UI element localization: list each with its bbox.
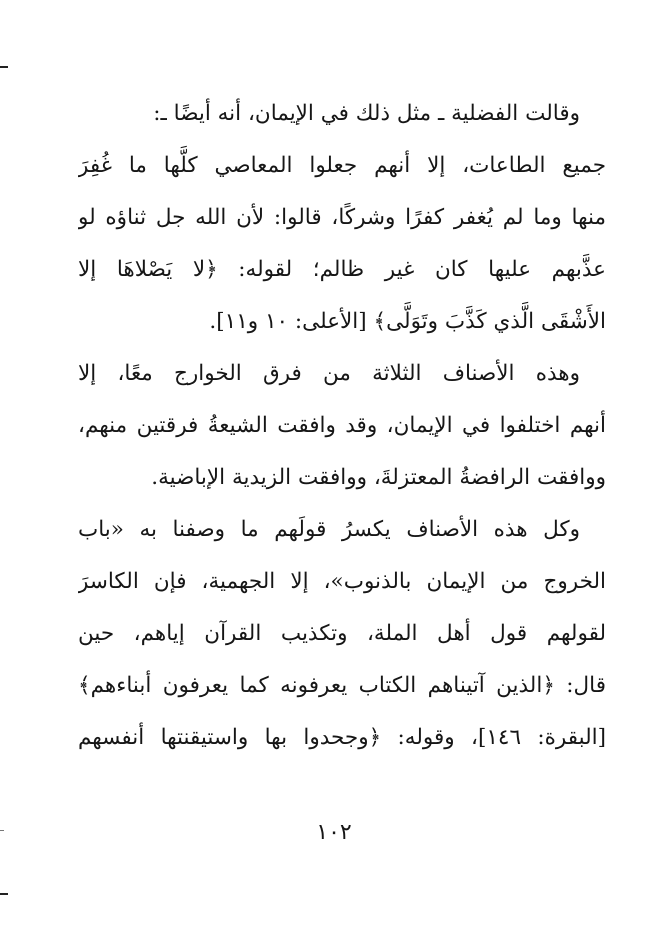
text-line: [البقرة: ١٤٦]، وقوله: ﴿وجحدوا بها واستيقنتها أنفسهم (78, 725, 606, 750)
text-line: لقولهم قول أهل الملة، وتكذيب القرآن إياهم، حين (78, 621, 606, 646)
text-line: عذَّبهم عليها كان غير ظالم؛ لقوله: ﴿لا يَصْلاهَا إلا (78, 257, 606, 282)
text-line: الخروج من الإيمان بالذنوب»، إلا الجهمية، فإن الكاسرَ (78, 569, 606, 594)
text-line: وهذه الأصناف الثلاثة من فرق الخوارج معًا، إلا (78, 361, 580, 386)
body-text (78, 88, 606, 764)
scan-mark (0, 893, 8, 895)
page-number: ١٠٢ (316, 820, 352, 845)
text-line: جميع الطاعات، إلا أنهم جعلوا المعاصي كلَّها ما غُفِرَ (78, 153, 606, 178)
text-line: الأَشْقَى الَّذي كَذَّبَ وتَوَلَّى﴾ [الأعلى: ١٠ و١١]. (209, 309, 606, 334)
text-line: وقالت الفضلية ـ مثل ذلك في الإيمان، أنه أيضًا ـ: (153, 101, 580, 126)
text-line: وكل هذه الأصناف يكسرُ قولَهم ما وصفنا به «باب (78, 517, 580, 542)
text-line: قال: ﴿الذين آتيناهم الكتاب يعرفونه كما يعرفون أبناءهم﴾ (78, 673, 606, 698)
text-line: ووافقت الرافضةُ المعتزلةَ، ووافقت الزيدية الإباضية. (151, 465, 606, 490)
scan-mark (0, 66, 8, 68)
text-line: أنهم اختلفوا في الإيمان، وقد وافقت الشيعةُ فرقتين منهم، (78, 413, 606, 438)
text-line: منها وما لم يُغفر كفرًا وشركًا، قالوا: لأن الله جل ثناؤه لو (78, 205, 606, 230)
